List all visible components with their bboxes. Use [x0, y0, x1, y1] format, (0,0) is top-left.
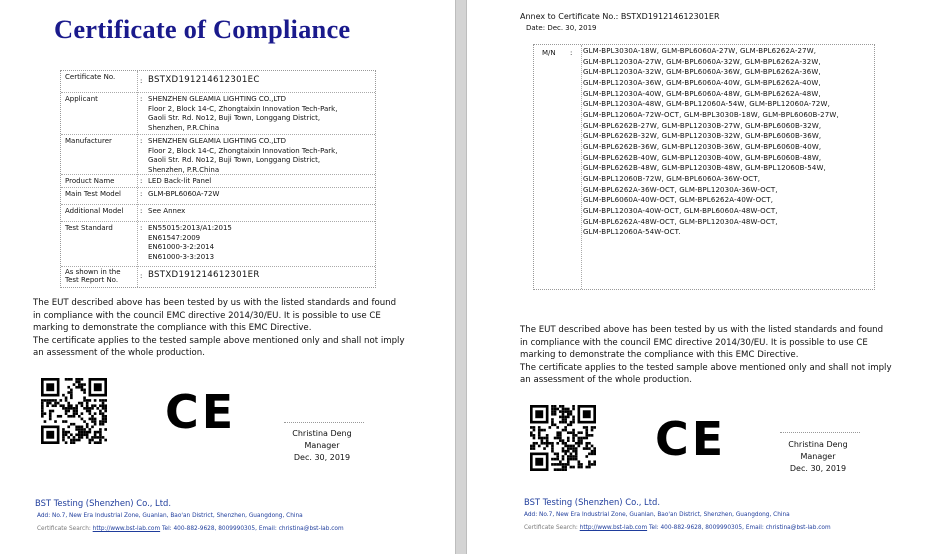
- row-label: Test Standard: [65, 224, 113, 232]
- statement-line: The certificate applies to the tested sample above mentioned only and shall not imply: [33, 335, 405, 346]
- row-value: [148, 137, 368, 175]
- annex-date: Date: Dec. 30, 2019: [526, 24, 597, 32]
- qr-code: [530, 405, 596, 471]
- model-line: GLM-BPL3030A-18W, GLM-BPL6060A-27W, GLM-BPL6262A-27W,: [583, 47, 817, 55]
- signer-role: Manager: [800, 452, 836, 461]
- compliance-statement: [33, 297, 403, 360]
- row-value-line: EN61000-3-3:2013: [148, 252, 215, 261]
- lab-company-name: BST Testing (Shenzhen) Co., Ltd.: [35, 498, 171, 508]
- row-value: [148, 76, 368, 86]
- signer-date: Dec. 30, 2019: [789, 464, 847, 473]
- compliance-statement: [520, 324, 890, 387]
- row-value: [148, 271, 368, 281]
- row-value-line: Gaoli Str. Rd. No12, Buji Town, Longgang District,: [148, 156, 321, 165]
- lab-footer: [524, 525, 831, 531]
- row-value: [148, 190, 368, 200]
- row-value: [148, 224, 368, 262]
- signature-line: [284, 422, 364, 423]
- lab-website-link[interactable]: http://www.bst-lab.com: [579, 525, 648, 531]
- row-label: Main Test Model: [65, 190, 121, 198]
- row-value-line: Shenzhen, P.R.China: [148, 165, 220, 174]
- model-line: GLM-BPL6262B-40W, GLM-BPL12030B-40W, GLM-BPL6060B-48W,: [583, 153, 822, 162]
- certificate-search-label: Certificate Search:: [524, 525, 578, 531]
- signer-block: [778, 439, 858, 475]
- model-number-list: [583, 46, 873, 238]
- model-number-table: [533, 44, 875, 290]
- lab-website-link[interactable]: http://www.bst-lab.com: [92, 526, 161, 532]
- row-value-line: Floor 2, Block 14-C, Zhongtaixin Innovation Tech-Park,: [148, 104, 338, 113]
- row-colon: :: [140, 77, 143, 85]
- signer-date: Dec. 30, 2019: [293, 453, 351, 462]
- row-value-line: Floor 2, Block 14-C, Zhongtaixin Innovation Tech-Park,: [148, 146, 338, 155]
- row-colon: :: [140, 272, 143, 280]
- row-colon: :: [140, 177, 143, 185]
- ce-mark: CE: [165, 385, 237, 439]
- row-value-line: EN61547:2009: [148, 233, 201, 242]
- row-value-line: Gaoli Str. Rd. No12, Buji Town, Longgang District,: [148, 114, 321, 123]
- lab-footer: [37, 526, 344, 532]
- model-line: GLM-BPL12060B-72W, GLM-BPL6060A-36W-OCT,: [583, 174, 761, 183]
- table-row: [61, 93, 375, 135]
- table-row: [61, 222, 375, 267]
- page-gap: [455, 0, 467, 554]
- statement-line: marking to demonstrate the compliance with this EMC Directive.: [33, 323, 312, 334]
- statement-line: The EUT described above has been tested by us with the listed standards and found: [33, 298, 397, 308]
- statement-line: marking to demonstrate the compliance with this EMC Directive.: [520, 350, 799, 361]
- lab-address: Add: No.7, New Era Industrial Zone, Guanlan, Bao'an District, Shenzhen, Guangdong, China: [524, 512, 790, 518]
- row-colon: :: [140, 224, 143, 232]
- lab-email: Email: christina@bst-lab.com: [258, 526, 344, 532]
- qr-code: [41, 378, 107, 444]
- certificate-title: Certificate of Compliance: [54, 14, 351, 44]
- lab-company-name: BST Testing (Shenzhen) Co., Ltd.: [524, 497, 660, 507]
- model-line: GLM-BPL6262B-27W, GLM-BPL12030B-27W, GLM-BPL6060B-32W,: [583, 121, 822, 130]
- model-line: GLM-BPL6262A-36W-OCT, GLM-BPL12030A-36W-OCT,: [583, 185, 778, 194]
- row-value-line: SHENZHEN GLEAMIA LIGHTING CO.,LTD: [148, 137, 287, 145]
- row-colon: :: [140, 190, 143, 198]
- table-row: [61, 71, 375, 93]
- row-value-line: EN55015:2013/A1:2015: [148, 224, 232, 232]
- row-label: Manufacturer: [65, 137, 112, 145]
- statement-line: The EUT described above has been tested by us with the listed standards and found: [520, 325, 884, 335]
- model-number-label: M/N: [542, 49, 556, 57]
- row-value: [148, 177, 368, 187]
- row-value-line: BSTXD191214612301EC: [148, 75, 260, 85]
- certificate-details-table: [60, 70, 376, 288]
- model-line: GLM-BPL6262B-32W, GLM-BPL12030B-32W, GLM-BPL6060B-36W,: [583, 132, 822, 141]
- row-label: As shown in the Test Report No.: [65, 268, 121, 284]
- table-row: [61, 135, 375, 175]
- model-line: GLM-BPL12030A-32W, GLM-BPL6060A-36W, GLM-BPL6262A-36W,: [583, 68, 821, 77]
- row-value: [148, 207, 368, 217]
- model-line: GLM-BPL12060A-54W-OCT.: [583, 228, 681, 237]
- signer-name: Christina Deng: [788, 440, 848, 449]
- signer-role: Manager: [304, 441, 340, 450]
- row-value: [148, 95, 368, 133]
- row-colon: :: [140, 137, 143, 145]
- certificate-page: [0, 0, 455, 554]
- model-line: GLM-BPL12030A-40W, GLM-BPL6060A-48W, GLM-BPL6262A-48W,: [583, 89, 821, 98]
- model-line: GLM-BPL6262B-48W, GLM-BPL12030B-48W, GLM-BPL12060B-54W,: [583, 164, 826, 173]
- row-label: Applicant: [65, 95, 98, 103]
- statement-line: The certificate applies to the tested sample above mentioned only and shall not imply: [520, 362, 892, 373]
- model-line: GLM-BPL12030A-36W, GLM-BPL6060A-40W, GLM-BPL6262A-40W,: [583, 78, 821, 87]
- row-colon: :: [140, 207, 143, 215]
- model-line: GLM-BPL12030A-27W, GLM-BPL6060A-32W, GLM-BPL6262A-32W,: [583, 57, 821, 66]
- row-value-line: See Annex: [148, 207, 186, 215]
- model-line: GLM-BPL6060A-40W-OCT, GLM-BPL6262A-40W-OCT,: [583, 196, 774, 205]
- ce-mark: CE: [655, 412, 727, 466]
- row-value-line: GLM-BPL6060A-72W: [148, 190, 220, 198]
- row-value-line: EN61000-3-2:2014: [148, 243, 215, 252]
- annex-page: [467, 0, 929, 554]
- lab-address: Add: No.7, New Era Industrial Zone, Guanlan, Bao'an District, Shenzhen, Guangdong, China: [37, 513, 303, 519]
- lab-telephone: Tel: 400-882-9628, 8009990305,: [161, 526, 257, 532]
- row-value-line: BSTXD191214612301ER: [148, 270, 260, 280]
- table-row: [61, 188, 375, 205]
- signature-line: [780, 432, 860, 433]
- row-value-line: LED Back-lit Panel: [148, 177, 212, 185]
- table-row: [61, 175, 375, 188]
- table-column-divider: [581, 45, 582, 289]
- model-number-colon: :: [570, 49, 573, 57]
- row-label: Product Name: [65, 177, 115, 185]
- row-value-line: Shenzhen, P.R.China: [148, 123, 220, 132]
- annex-title: Annex to Certificate No.: BSTXD191214612301ER: [520, 12, 720, 21]
- model-line: GLM-BPL6262A-48W-OCT, GLM-BPL12030A-48W-OCT,: [583, 217, 778, 226]
- row-colon: :: [140, 95, 143, 103]
- lab-email: Email: christina@bst-lab.com: [745, 525, 831, 531]
- row-value-line: SHENZHEN GLEAMIA LIGHTING CO.,LTD: [148, 95, 287, 103]
- lab-telephone: Tel: 400-882-9628, 8009990305,: [648, 525, 744, 531]
- table-row: [61, 267, 375, 287]
- signer-name: Christina Deng: [292, 429, 352, 438]
- signer-block: [282, 428, 362, 464]
- row-label: Certificate No.: [65, 73, 116, 81]
- statement-line: an assessment of the whole production.: [520, 375, 692, 386]
- model-line: GLM-BPL12030A-48W, GLM-BPL12060A-54W, GLM-BPL12060A-72W,: [583, 100, 830, 109]
- model-line: GLM-BPL6262B-36W, GLM-BPL12030B-36W, GLM-BPL6060B-40W,: [583, 142, 822, 151]
- row-label: Additional Model: [65, 207, 124, 215]
- statement-line: in compliance with the council EMC directive 2014/30/EU. It is possible to use CE: [33, 310, 381, 321]
- model-line: GLM-BPL12030A-40W-OCT, GLM-BPL6060A-48W-OCT,: [583, 206, 778, 215]
- model-line: GLM-BPL12060A-72W-OCT, GLM-BPL3030B-18W, GLM-BPL6060B-27W,: [583, 110, 839, 119]
- statement-line: an assessment of the whole production.: [33, 348, 205, 359]
- statement-line: in compliance with the council EMC directive 2014/30/EU. It is possible to use CE: [520, 337, 868, 348]
- certificate-search-label: Certificate Search:: [37, 526, 91, 532]
- table-row: [61, 205, 375, 222]
